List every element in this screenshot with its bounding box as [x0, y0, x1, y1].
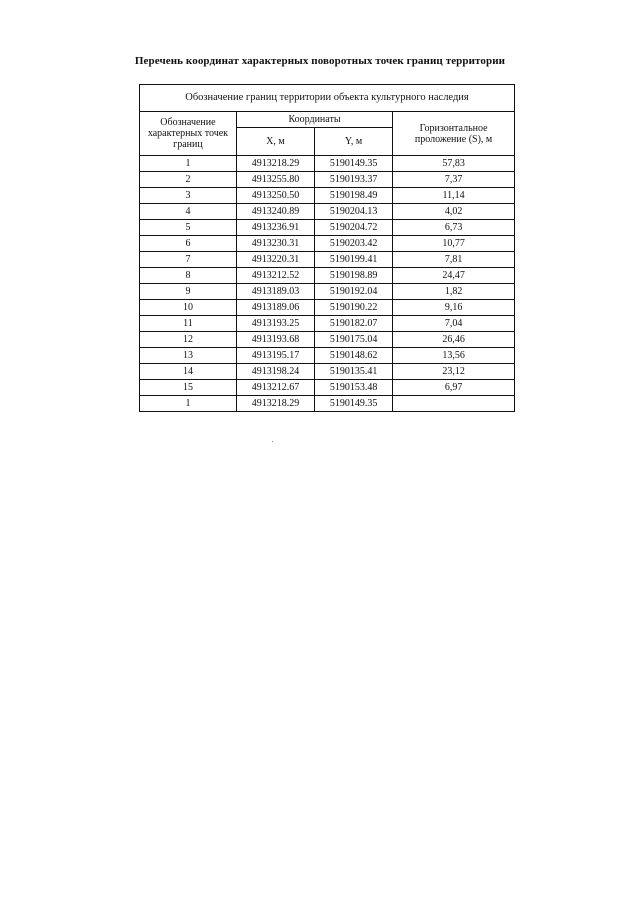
cell-y: 5190148.62 — [315, 348, 393, 364]
cell-x: 4913212.52 — [236, 268, 314, 284]
cell-point: 13 — [140, 348, 237, 364]
cell-distance: 24,47 — [393, 268, 515, 284]
table-row — [140, 204, 515, 220]
cell-x: 4913193.68 — [236, 332, 314, 348]
cell-y: 5190135.41 — [315, 364, 393, 380]
cell-x: 4913218.29 — [236, 156, 314, 172]
cell-y: 5190149.35 — [315, 156, 393, 172]
cell-distance: 9,16 — [393, 300, 515, 316]
cell-y: 5190198.49 — [315, 188, 393, 204]
cell-x: 4913195.17 — [236, 348, 314, 364]
cell-distance: 13,56 — [393, 348, 515, 364]
cell-y: 5190175.04 — [315, 332, 393, 348]
table-row — [140, 284, 515, 300]
cell-distance: 57,83 — [393, 156, 515, 172]
table-row — [140, 316, 515, 332]
cell-x: 4913236.91 — [236, 220, 314, 236]
cell-point: 3 — [140, 188, 237, 204]
table-row — [140, 220, 515, 236]
cell-point: 1 — [140, 156, 237, 172]
table-body — [140, 156, 515, 412]
header-horizontal-distance: Горизонтальное проложение (S), м — [393, 112, 515, 156]
table-caption: Обозначение границ территории объекта культурного наследия — [140, 85, 515, 112]
cell-point: 4 — [140, 204, 237, 220]
table-row — [140, 172, 515, 188]
cell-distance: 26,46 — [393, 332, 515, 348]
header-point: Обозначение характерных точек границ — [140, 112, 237, 156]
cell-y: 5190153.48 — [315, 380, 393, 396]
cell-x: 4913198.24 — [236, 364, 314, 380]
cell-x: 4913212.67 — [236, 380, 314, 396]
table-row — [140, 380, 515, 396]
cell-y: 5190149.35 — [315, 396, 393, 412]
cell-distance: 7,37 — [393, 172, 515, 188]
table-row — [140, 396, 515, 412]
cell-distance: 6,97 — [393, 380, 515, 396]
cell-x: 4913189.03 — [236, 284, 314, 300]
cell-distance: 1,82 — [393, 284, 515, 300]
cell-distance — [393, 396, 515, 412]
cell-y: 5190193.37 — [315, 172, 393, 188]
cell-distance: 7,81 — [393, 252, 515, 268]
table-row — [140, 332, 515, 348]
cell-distance: 11,14 — [393, 188, 515, 204]
cell-point: 12 — [140, 332, 237, 348]
header-y: Y, м — [315, 128, 393, 156]
cell-point: 14 — [140, 364, 237, 380]
cell-y: 5190204.13 — [315, 204, 393, 220]
table-row — [140, 236, 515, 252]
header-x: X, м — [236, 128, 314, 156]
cell-x: 4913193.25 — [236, 316, 314, 332]
cell-x: 4913255.80 — [236, 172, 314, 188]
cell-y: 5190198.89 — [315, 268, 393, 284]
cell-point: 7 — [140, 252, 237, 268]
header-coordinates: Координаты — [236, 112, 392, 128]
cell-distance: 4,02 — [393, 204, 515, 220]
table-row — [140, 300, 515, 316]
cell-y: 5190192.04 — [315, 284, 393, 300]
cell-distance: 7,04 — [393, 316, 515, 332]
cell-x: 4913250.50 — [236, 188, 314, 204]
table-row — [140, 156, 515, 172]
table-row — [140, 364, 515, 380]
cell-point: 6 — [140, 236, 237, 252]
cell-y: 5190199.41 — [315, 252, 393, 268]
cell-x: 4913240.89 — [236, 204, 314, 220]
table-row — [140, 268, 515, 284]
cell-x: 4913189.06 — [236, 300, 314, 316]
cell-point: 1 — [140, 396, 237, 412]
table-row — [140, 252, 515, 268]
cell-x: 4913218.29 — [236, 396, 314, 412]
cell-x: 4913230.31 — [236, 236, 314, 252]
cell-y: 5190204.72 — [315, 220, 393, 236]
scan-speck — [272, 441, 273, 442]
cell-point: 2 — [140, 172, 237, 188]
cell-distance: 6,73 — [393, 220, 515, 236]
cell-y: 5190203.42 — [315, 236, 393, 252]
coordinates-table — [139, 84, 515, 412]
cell-y: 5190190.22 — [315, 300, 393, 316]
cell-point: 5 — [140, 220, 237, 236]
table-row — [140, 348, 515, 364]
cell-point: 10 — [140, 300, 237, 316]
cell-distance: 23,12 — [393, 364, 515, 380]
cell-point: 8 — [140, 268, 237, 284]
cell-point: 11 — [140, 316, 237, 332]
table-row — [140, 188, 515, 204]
cell-point: 9 — [140, 284, 237, 300]
cell-y: 5190182.07 — [315, 316, 393, 332]
cell-x: 4913220.31 — [236, 252, 314, 268]
cell-point: 15 — [140, 380, 237, 396]
cell-distance: 10,77 — [393, 236, 515, 252]
document-title: Перечень координат характерных поворотных точек границ территории — [134, 55, 506, 67]
